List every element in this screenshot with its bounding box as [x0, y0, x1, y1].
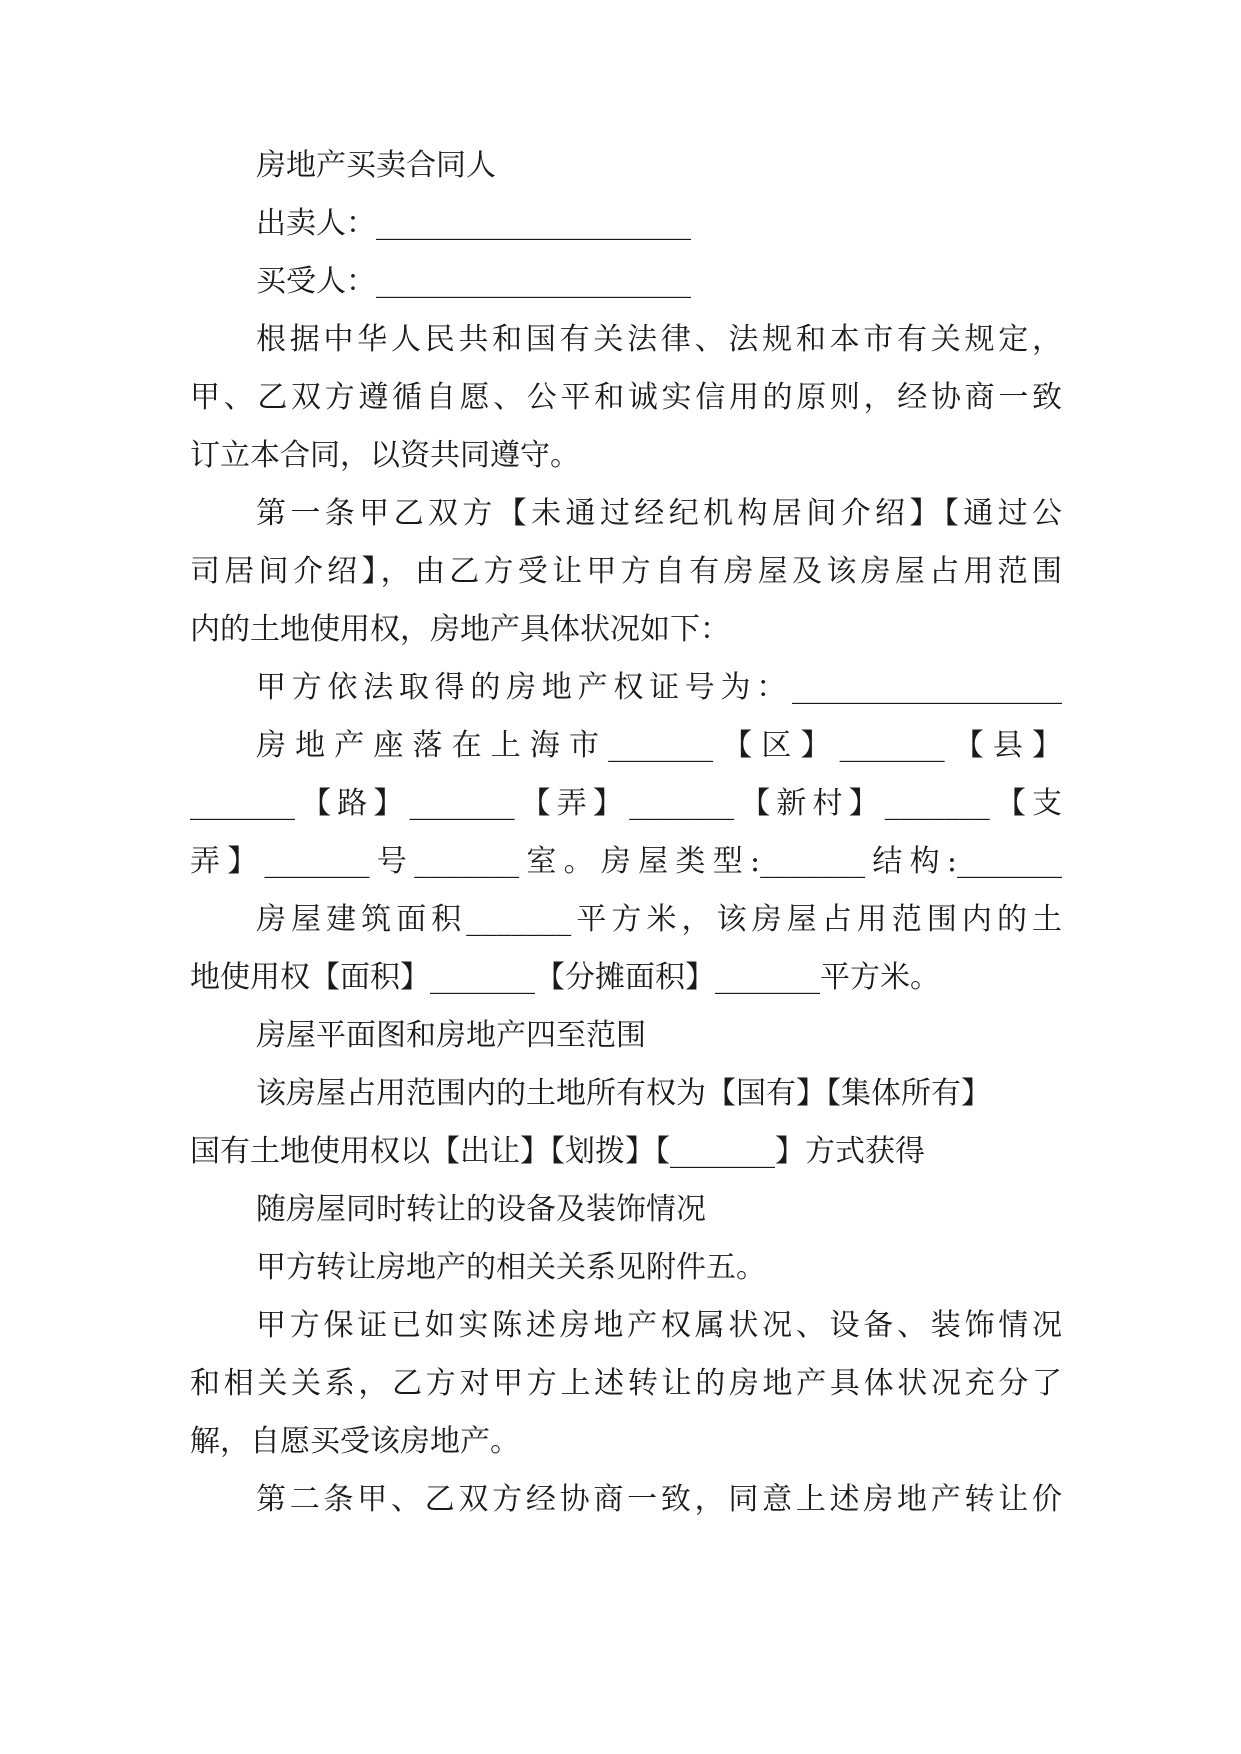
guarantee-line: 和相关关系，乙方对甲方上述转让的房地产具体状况充分了 [190, 1366, 1062, 1401]
area-line: 地使用权【面积】_______【分摊面积】_______平方米。 [190, 960, 940, 995]
seller-line: 出卖人：_____________________ [256, 206, 691, 241]
paragraph-line: 根据中华人民共和国有关法律、法规和本市有关规定， [256, 322, 1062, 357]
guarantee-line: 解，自愿买受该房地产。 [190, 1424, 520, 1459]
paragraph-line: 随房屋同时转让的设备及装饰情况 [256, 1192, 706, 1227]
land-ownership-line: 国有土地使用权以【出让】【划拨】【_______】方式获得 [190, 1134, 925, 1169]
land-ownership-line: 该房屋占用范围内的土地所有权为【国有】【集体所有】 [256, 1076, 991, 1111]
location-line: 房地产座落在上海市_______【区】_______【县】 [256, 728, 1062, 763]
paragraph-line: 房屋平面图和房地产四至范围 [256, 1018, 646, 1053]
location-line: _______【路】_______【弄】_______【新村】_______【支 [190, 786, 1062, 821]
guarantee-line: 甲方保证已如实陈述房地产权属状况、设备、装饰情况 [256, 1308, 1062, 1343]
paragraph-line: 订立本合同，以资共同遵守。 [190, 438, 580, 473]
article-two-line: 第二条甲、乙双方经协商一致，同意上述房地产转让价 [256, 1482, 1062, 1517]
paragraph-line: 甲、乙双方遵循自愿、公平和诚实信用的原则，经协商一致 [190, 380, 1062, 415]
article-one-line: 第一条甲乙双方【未通过经纪机构居间介绍】【通过公 [256, 496, 1062, 531]
document-title: 房地产买卖合同人 [256, 148, 496, 183]
article-one-line: 内的土地使用权，房地产具体状况如下： [190, 612, 730, 647]
certificate-line: 甲方依法取得的房地产权证号为：__________________ [256, 670, 1062, 705]
article-one-line: 司居间介绍】，由乙方受让甲方自有房屋及该房屋占用范围 [190, 554, 1062, 589]
buyer-line: 买受人：_____________________ [256, 264, 691, 299]
area-line: 房屋建筑面积_______平方米，该房屋占用范围内的土 [256, 902, 1062, 937]
location-line: 弄】_______号_______室。房屋类型:_______结构:_______ [190, 844, 1062, 879]
paragraph-line: 甲方转让房地产的相关关系见附件五。 [256, 1250, 766, 1285]
